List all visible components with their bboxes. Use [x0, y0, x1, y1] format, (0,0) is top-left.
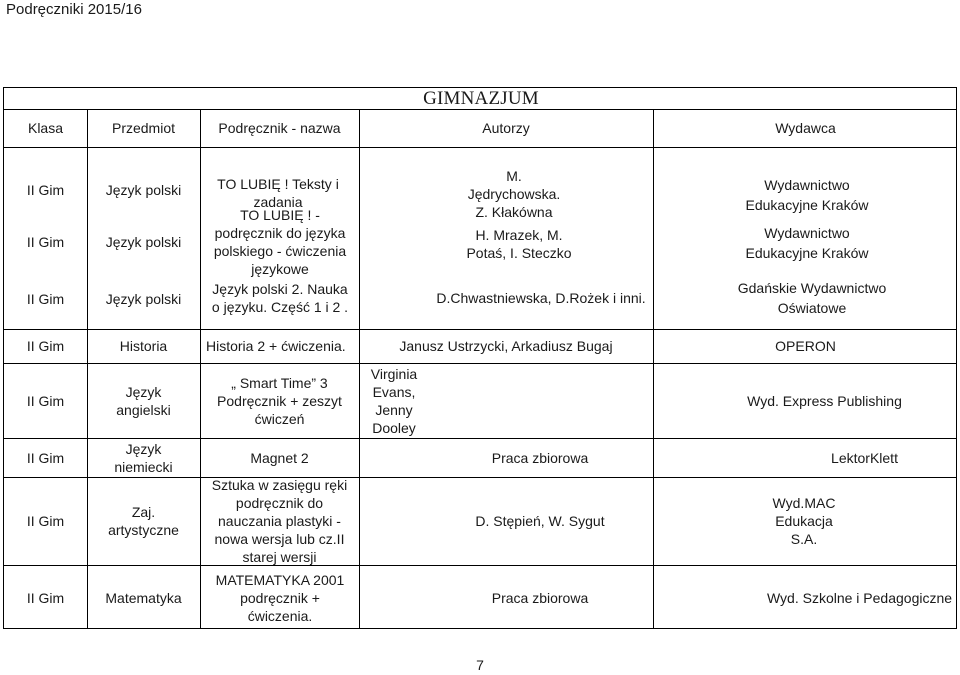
row-5-podrecznik: „ Smart Time” 3 Podręcznik + zeszyt ćwiczeń — [217, 374, 346, 427]
row-5-wydawca: Wyd. Express Publishing — [747, 392, 902, 409]
row-1-klasa: II Gim — [26, 182, 65, 198]
row-7-autorzy: D. Stępień, W. Sygut — [475, 513, 605, 529]
row-8-wydawca: Wyd. Szkolne i Pedagogiczne — [766, 589, 953, 606]
row-2-klasa: II Gim — [26, 234, 65, 250]
row-7-klasa: II Gim — [26, 513, 65, 529]
row-7-wydawca: Wyd.MAC Edukacja S.A. — [772, 495, 836, 547]
page-number: 7 — [476, 657, 484, 673]
row-8-podrecznik: MATEMATYKA 2001 podręcznik + ćwiczenia. — [215, 571, 345, 624]
row-4-przedmiot: Historia — [119, 338, 168, 354]
row-8-autorzy: Praca zbiorowa — [491, 589, 589, 606]
row-5-klasa: II Gim — [26, 392, 65, 409]
row-6-wydawca: LektorKlett — [831, 449, 898, 466]
row-5-przedmiot: Język angielski — [116, 383, 171, 418]
row-6-autorzy: Praca zbiorowa — [491, 449, 589, 466]
row-3-przedmiot: Język polski — [105, 291, 182, 307]
row-2-wydawca: Wydawnictwo Edukacyjne Kraków — [745, 225, 869, 261]
row-2-autorzy: H. Mrazek, M. Potaś, I. Steczko — [466, 227, 572, 261]
row-6-przedmiot: Język niemiecki — [114, 440, 173, 475]
row-6-klasa: II Gim — [26, 449, 65, 466]
row-8-przedmiot: Matematyka — [105, 589, 182, 606]
row-1-autorzy-text: M. Jędrychowska. Z. Kłakówna — [467, 168, 561, 220]
row-2-przedmiot: Język polski — [105, 234, 182, 250]
column-header-klasa: Klasa — [27, 120, 64, 136]
row-1-przedmiot: Język polski — [105, 182, 182, 198]
document-header: Podręczniki 2015/16 — [6, 1, 142, 18]
table-title: GIMNAZJUM — [423, 87, 539, 109]
column-header-wydawca: Wydawca — [775, 120, 836, 136]
column-header-przedmiot: Przedmiot — [111, 120, 176, 136]
row-4-podrecznik: Historia 2 + ćwiczenia. — [206, 338, 346, 354]
row-7-podrecznik: Sztuka w zasięgu ręki podręcznik do nauczania plastyki - nowa wersja lub cz.II starej wersji — [211, 477, 348, 565]
row-4-autorzy: Janusz Ustrzycki, Arkadiusz Bugaj — [399, 338, 613, 354]
row-2-podrecznik: TO LUBIĘ ! - podręcznik do języka polskiego - ćwiczenia językowe — [213, 207, 347, 277]
row-1-podrecznik-text: TO LUBIĘ ! Teksty i zadania — [217, 176, 339, 210]
row-8-klasa: II Gim — [26, 589, 65, 606]
column-header-autorzy: Autorzy — [482, 120, 530, 136]
row-5-autorzy: Virginia Evans, Jenny Dooley — [370, 365, 418, 436]
row-4-klasa: II Gim — [26, 338, 65, 354]
row-3-klasa: II Gim — [26, 291, 65, 307]
row-1-wydawca: Wydawnictwo Edukacyjne Kraków — [745, 177, 869, 213]
row-3-wydawca: Gdańskie Wydawnictwo Oświatowe — [737, 280, 887, 316]
column-header-podrecznik: Podręcznik - nazwa — [218, 120, 341, 136]
row-4-wydawca: OPERON — [775, 338, 836, 354]
row-3-podrecznik: Język polski 2. Nauka o języku. Część 1 i 2 . — [211, 281, 349, 315]
row-3-autorzy: D.Chwastniewska, D.Rożek i inni. — [436, 290, 646, 306]
row-6-podrecznik: Magnet 2 — [250, 449, 309, 466]
row-7-przedmiot: Zaj. artystyczne — [108, 504, 179, 538]
textbook-table — [3, 87, 957, 629]
